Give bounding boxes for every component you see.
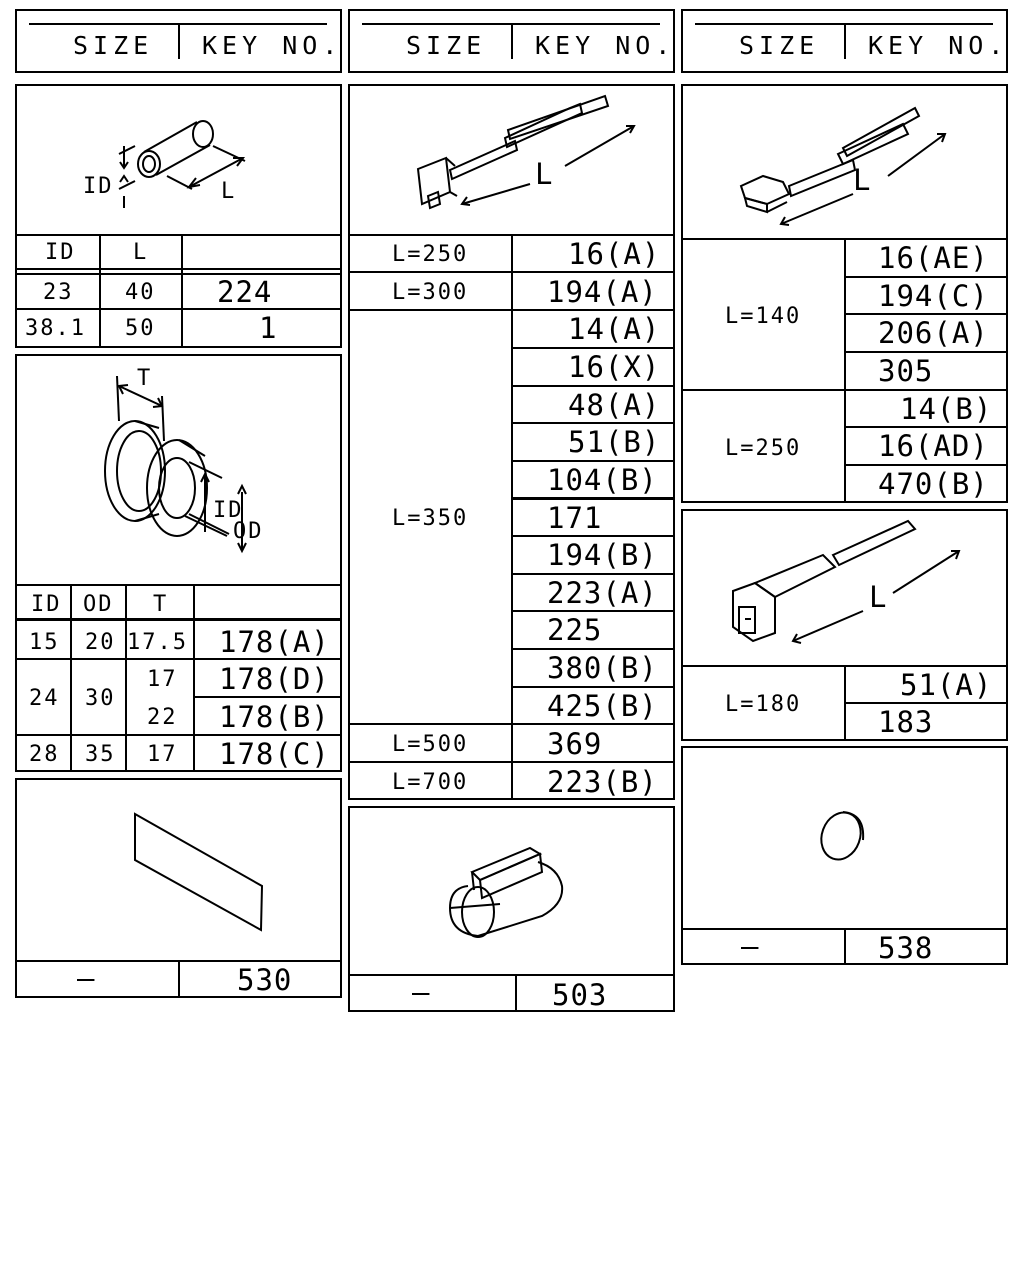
grommet-t-col-header: T [153,592,169,617]
grommet-row-key: 178(C) [219,737,330,771]
tie-a-size: L=350 [392,506,469,531]
cable-tie-b-drawing [683,86,1006,240]
tie-a-key: 380(B) [547,651,658,685]
sheet-size: — [77,961,96,995]
tie-a-key: 369 [547,727,603,761]
grommet-row-t: 17 [147,742,178,767]
tie-a-key: 223(A) [547,576,658,610]
tube-row-key: 224 [217,275,273,309]
tie-a-size: L=500 [392,732,469,757]
tie-a-key: 225 [547,613,603,647]
tie-a-key: 425(B) [547,689,658,723]
tie-b-key: 305 [878,354,934,388]
tie-b-key: 14(B) [900,392,993,426]
tie-a-size: L=250 [392,242,469,267]
tie-a-panel [348,84,675,800]
tube-row-key: 1 [259,311,278,345]
clip-panel [348,806,675,1012]
size-header: SIZE [406,31,487,60]
grommet-od-label: OD [233,519,264,544]
tube-l-col-header: L [133,240,149,265]
tube-row-id: 23 [43,280,74,305]
sheet-key: 530 [237,963,293,997]
grommet-row-id: 15 [29,630,60,655]
tie-c-size: L=180 [725,692,802,717]
grommet-row-key: 178(D) [219,662,330,696]
tie-a-key: 16(X) [568,350,661,384]
grommet-panel [15,354,342,772]
plug-size: — [741,929,760,963]
tie-b-size: L=250 [725,436,802,461]
column-header-2 [348,9,675,73]
tie-b-panel [681,84,1008,503]
plug-key: 538 [878,931,934,965]
cable-tie-c-drawing [683,511,1006,667]
tie-b-key: 16(AE) [878,241,989,275]
tie-a-key: 223(B) [547,765,658,799]
grommet-row-od: 20 [85,630,116,655]
sheet-drawing [17,780,340,962]
tie-a-key: 171 [547,501,603,535]
key-no-header: KEY NO. [535,31,676,60]
grommet-row-od: 30 [85,686,116,711]
column-header-1 [15,9,342,73]
tube-l-label: L [221,179,237,204]
grommet-id-label: ID [213,498,244,523]
sheet-panel [15,778,342,998]
tie-a-key: 16(A) [568,237,661,271]
tie-b-l-label: L [853,163,872,197]
tie-c-key: 51(A) [900,668,993,702]
grommet-row-t: 22 [147,705,178,730]
tie-a-size: L=700 [392,770,469,795]
tie-a-key: 104(B) [547,463,658,497]
tie-c-key: 183 [878,705,934,739]
tie-b-key: 194(C) [878,279,989,313]
tube-row-l: 50 [125,316,156,341]
tie-a-size: L=300 [392,280,469,305]
tube-id-label: ID [83,174,114,199]
grommet-row-t: 17.5 [127,630,188,655]
grommet-row-id: 24 [29,686,60,711]
tie-a-key: 51(B) [568,425,661,459]
size-header: SIZE [739,31,820,60]
tie-b-size: L=140 [725,304,802,329]
clip-size: — [412,975,431,1009]
tie-b-key: 16(AD) [878,429,989,463]
tie-b-key: 206(A) [878,316,989,350]
grommet-od-col-header: OD [83,592,114,617]
tie-a-l-label: L [535,157,554,191]
tube-panel [15,84,342,348]
key-no-header: KEY NO. [868,31,1009,60]
tube-row-id: 38.1 [25,316,86,341]
clip-drawing [350,808,673,976]
tie-c-l-label: L [869,580,888,614]
grommet-id-col-header: ID [31,592,62,617]
plug-drawing [683,748,1006,930]
tie-b-key: 470(B) [878,467,989,501]
tie-a-key: 194(B) [547,538,658,572]
tube-drawing [17,86,340,236]
tube-id-col-header: ID [45,240,76,265]
grommet-row-id: 28 [29,742,60,767]
tie-a-key: 14(A) [568,312,661,346]
tie-c-panel [681,509,1008,741]
tie-a-key: 48(A) [568,388,661,422]
grommet-row-key: 178(A) [219,625,330,659]
size-header: SIZE [73,31,154,60]
grommet-t-label: T [137,366,153,391]
tie-a-key: 194(A) [547,275,658,309]
column-header-3 [681,9,1008,73]
grommet-row-od: 35 [85,742,116,767]
grommet-row-t: 17 [147,667,178,692]
tube-row-l: 40 [125,280,156,305]
plug-panel [681,746,1008,965]
grommet-drawing [17,356,340,586]
cable-tie-a-drawing [350,86,673,236]
key-no-header: KEY NO. [202,31,343,60]
grommet-row-key: 178(B) [219,700,330,734]
clip-key: 503 [552,978,608,1012]
